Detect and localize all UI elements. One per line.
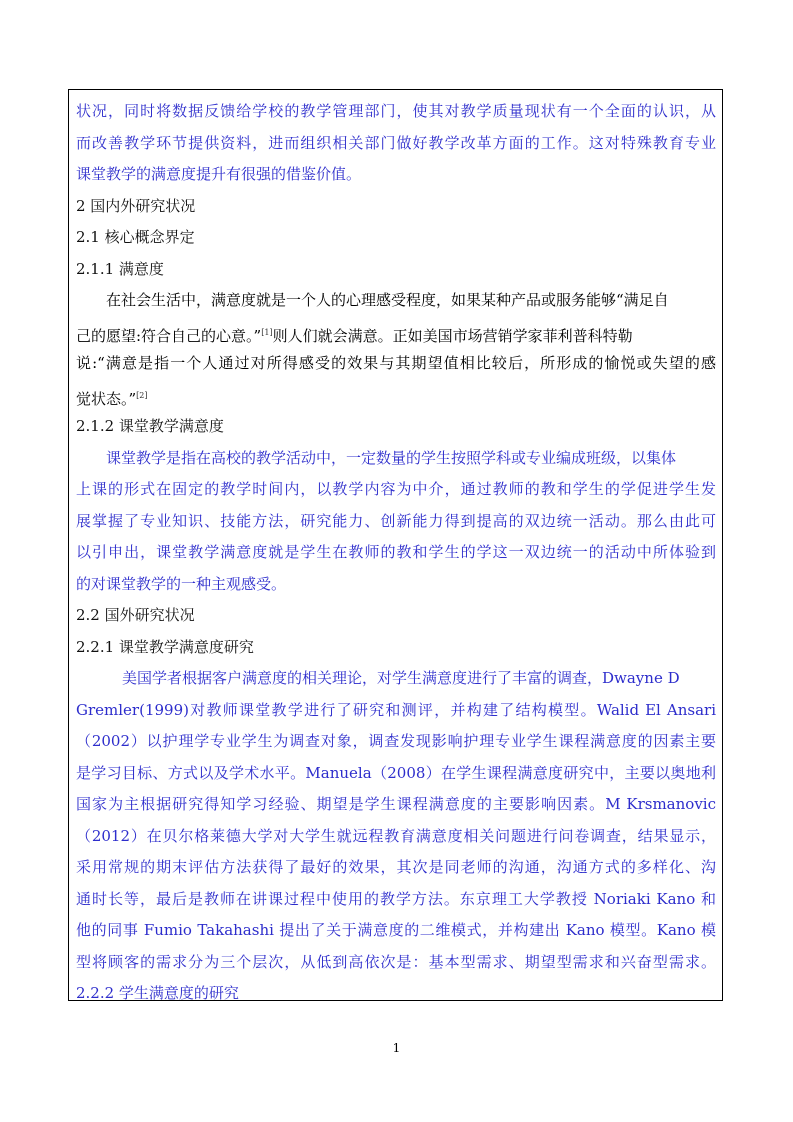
paragraph-line: 状况，同时将数据反馈给学校的教学管理部门，使其对教学质量现状有一个全面的认识，从 [76,102,716,120]
subsubsection-heading: 2.2.1 课堂教学满意度研究 [76,637,254,656]
subsection-heading: 2.1 核心概念界定 [76,228,195,246]
paragraph-line [76,380,716,412]
paragraph-line: 而改善教学环节提供资料，进而组织相关部门做好教学改革方面的工作。这对特殊教育专业 [76,133,716,152]
page-number: 1 [392,1041,401,1055]
paragraph-line: 美国学者根据客户满意度的相关理论，对学生满意度进行了丰富的调查，Dwayne D [122,669,680,687]
paragraph-line: 他的同事 Fumio Takahashi 提出了关于满意度的二维模式，并构建出 Kano 模型。Kano 模 [76,921,716,939]
paragraph-line: 的对课堂教学的一种主观感受。 [76,574,287,593]
subsection-heading: 2.2 国外研究状况 [76,606,195,624]
subsubsection-heading: 2.2.2 学生满意度的研究 [76,984,239,1002]
text-run: 己的愿望:符合自己的心意。” [76,326,262,345]
paragraph-line: 以引申出，课堂教学满意度就是学生在教师的教和学生的学这一双边统一的活动中所体验到 [76,543,716,561]
citation-ref: [1] [261,327,273,337]
paragraph-line: 上课的形式在固定的教学时间内，以教学内容为中介，通过教师的教和学生的学促进学生发 [76,480,716,498]
subsubsection-heading: 2.1.1 满意度 [76,259,164,278]
paragraph-line: 展掌握了专业知识、技能方法，研究能力、创新能力得到提高的双边统一活动。那么由此可 [76,511,716,530]
paragraph-line: 通时长等，最后是教师在讲课过程中使用的教学方法。东京理工大学教授 Noriaki Kano 和 [76,889,716,908]
paragraph-line: 采用常规的期末评估方法获得了最好的效果，其次是同老师的沟通，沟通方式的多样化、沟 [76,858,716,876]
paragraph-line: 在社会生活中，满意度就是一个人的心理感受程度，如果某种产品或服务能够“满足自 [106,291,669,309]
paragraph-line: 型将顾客的需求分为三个层次，从低到高依次是：基本型需求、期望型需求和兴奋型需求。 [76,952,716,971]
paragraph-line: 课堂教学的满意度提升有很强的借鉴价值。 [76,165,362,183]
paragraph-line: Gremler(1999)对教师课堂教学进行了研究和测评，并构建了结构模型。Walid El Ansari [76,700,716,719]
paragraph-line: 是学习目标、方式以及学术水平。Manuela（2008）在学生课程满意度研究中，主要以奥地利 [76,763,716,782]
paragraph-line: 说:“满意是指一个人通过对所得感受的效果与其期望值相比较后，所形成的愉悦或失望的感 [76,354,716,372]
paragraph-line [76,317,716,349]
paragraph-line: 国家为主根据研究得知学习经验、期望是学生课程满意度的主要影响因素。M Krsmanovic [76,795,716,813]
section-heading: 2 国内外研究状况 [76,196,196,215]
paragraph-line: （2012）在贝尔格莱德大学对大学生就远程教育满意度相关问题进行问卷调查，结果显示， [76,826,716,845]
paragraph-line: （2002）以护理学专业学生为调查对象，调查发现影响护理专业学生课程满意度的因素主要 [76,732,716,750]
paragraph-line: 课堂教学是指在高校的教学活动中，一定数量的学生按照学科或专业编成班级，以集体 [106,448,677,467]
subsubsection-heading: 2.1.2 课堂教学满意度 [76,417,224,435]
citation-ref: [2] [136,390,148,400]
text-run: 觉状态。” [76,389,137,408]
content-frame [68,89,723,1001]
text-run: 则人们就会满意。正如美国市场营销学家菲利普科特勒 [272,326,633,345]
